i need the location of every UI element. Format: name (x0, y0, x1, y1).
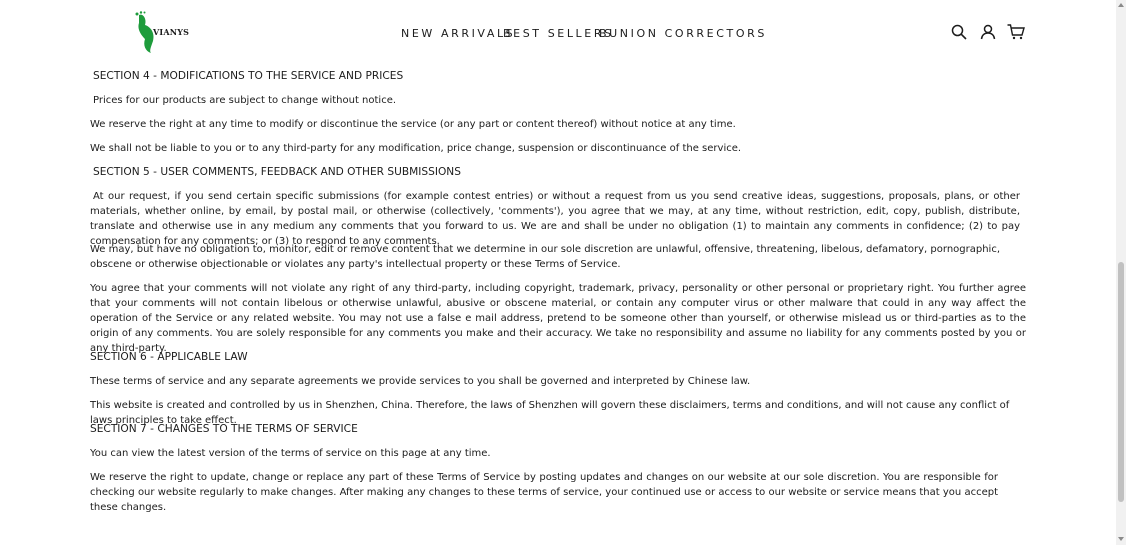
section-6-title: SECTION 6 - APPLICABLE LAW (90, 351, 248, 363)
cart-icon[interactable] (1007, 24, 1025, 40)
section-4-paragraph-2: We reserve the right at any time to modify or discontinue the service (or any part or content thereof) without notice at any time. (90, 119, 736, 130)
section-4-paragraph-1: Prices for our products are subject to change without notice. (93, 95, 397, 106)
section-5-paragraph-2: We may, but have no obligation to, monitor, edit or remove content that we determine in our sole discretion are unlawful, offensive, threatening, libelous, defamatory, pornographic, obscene or otherwise objectionable or violates any party's intellectual property or these Terms of Service. (90, 244, 1000, 270)
scroll-up-arrow-icon[interactable] (1118, 3, 1124, 7)
nav-bunion-correctors[interactable]: BUNION CORRECTORS (599, 27, 767, 40)
section-6-paragraph-1: These terms of service and any separate agreements we provide services to you shall be governed and interpreted by Chinese law. (90, 376, 751, 387)
scrollbar-thumb[interactable] (1118, 262, 1124, 502)
section-6-paragraph-2: This website is created and controlled by us in Shenzhen, China. Therefore, the laws of Shenzhen will govern these disclaimers, terms and conditions, and will not cause any conflict of laws principles to take effect. (90, 400, 1010, 426)
section-7-paragraph-1: You can view the latest version of the terms of service on this page at any time. (90, 448, 491, 459)
search-icon[interactable] (951, 24, 967, 40)
site-header (0, 0, 1116, 62)
section-5-title: SECTION 5 - USER COMMENTS, FEEDBACK AND OTHER SUBMISSIONS (93, 166, 461, 178)
account-icon[interactable] (980, 24, 996, 40)
section-4-title: SECTION 4 - MODIFICATIONS TO THE SERVICE AND PRICES (93, 70, 404, 82)
brand-name[interactable]: VIANYS (153, 27, 190, 37)
nav-best-sellers[interactable]: BEST SELLERS (503, 27, 614, 40)
section-5-paragraph-3: You agree that your comments will not violate any right of any third-party, including copyright, trademark, privacy, personality or other personal or proprietary right. You further agree that your comments will not contain libelous or otherwise unlawful, abusive or obscene material, or contain any computer virus or other malware that could in any way affect the operation of the Service or any related website. You may not use a false e mail address, pretend to be someone other than yourself, or otherwise mislead us or third-parties as to the origin of any comments. You are solely responsible for any comments you make and their accuracy. We take no responsibility and assume no liability for any comments posted by you or any third-party. (90, 283, 1026, 354)
section-7-paragraph-2: We reserve the right to update, change or replace any part of these Terms of Service by posting updates and changes on our website at our sole discretion. You are responsible for checking our website regularly to make changes. After making any changes to these terms of service, your continued use or access to our website or service means that you accept these changes. (90, 472, 998, 513)
section-7-title: SECTION 7 - CHANGES TO THE TERMS OF SERVICE (90, 423, 358, 435)
section-4-paragraph-3: We shall not be liable to you or to any third-party for any modification, price change, suspension or discontinuance of the service. (90, 143, 742, 154)
scroll-down-arrow-icon[interactable] (1118, 537, 1124, 541)
nav-new-arrivals[interactable]: NEW ARRIVALS (401, 27, 516, 40)
section-5-paragraph-1: At our request, if you send certain specific submissions (for example contest entries) or without a request from us you send creative ideas, suggestions, proposals, plans, or other materials, whether online, by email, by postal mail, or otherwise (collectively, 'comments'), you agree that we may, at any time, without restriction, edit, copy, publish, distribute, translate and otherwise use in any medium any comments that you forward to us. We are and shall be under no obligation (1) to maintain any comments in confidence; (2) to pay compensation for any comments; or (3) to respond to any comments. (90, 191, 1020, 247)
